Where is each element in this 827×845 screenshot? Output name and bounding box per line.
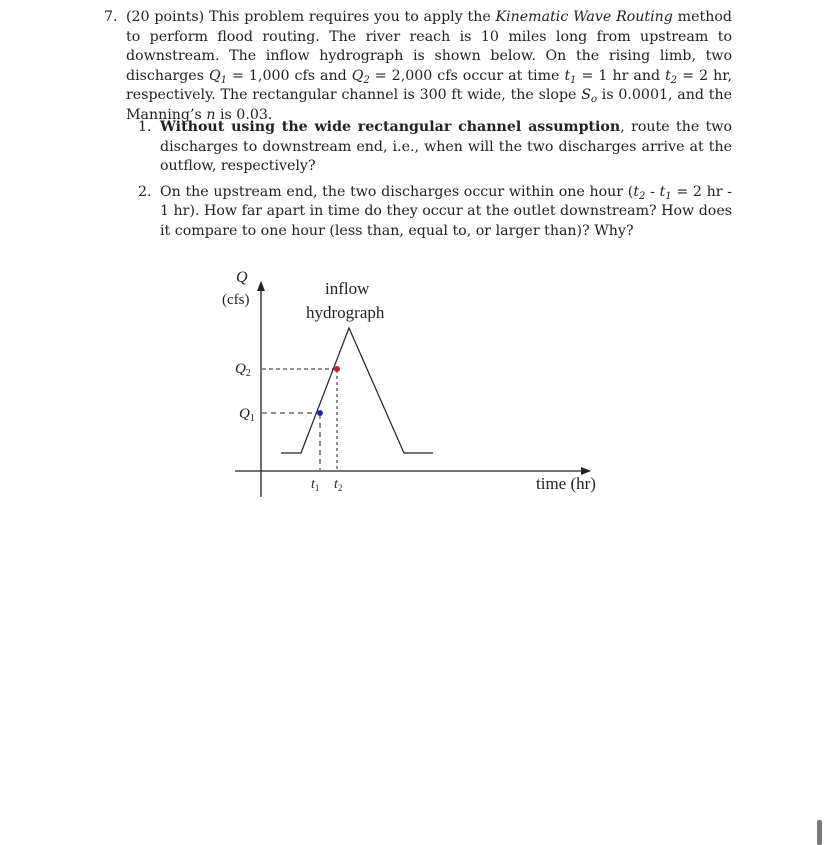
sub-question-1-number: 1. — [138, 119, 152, 135]
problem-points: (20 points) — [126, 9, 205, 25]
problem-text-d: is 0.03. — [215, 106, 273, 123]
problem-text-a: This problem requires you to apply the — [204, 9, 496, 25]
method-name: Kinematic Wave Routing — [495, 9, 673, 25]
y-axis-unit: (cfs) — [222, 292, 250, 308]
manning-n-symbol: n — [206, 106, 216, 123]
problem-number: 7. — [104, 9, 118, 25]
sub-question-2-number: 2. — [138, 183, 152, 200]
problem-text-c: is 0.0001, and the Manning’s — [126, 87, 732, 123]
y-tick-q2: $Q_2$ — [235, 361, 251, 379]
q2-symbol: $Q_2$ — [351, 67, 370, 86]
q2-value: = 2,000 cfs occur at time — [369, 67, 565, 84]
t1-symbol-inline: $t_1$ — [659, 183, 672, 202]
t2-symbol-inline: $t_2$ — [633, 183, 646, 202]
q1-value: = 1,000 cfs and — [227, 67, 352, 84]
t2-symbol: $t_2$ — [665, 67, 678, 86]
t1-value: = 1 hr and — [576, 67, 666, 84]
sub-question-1-text: , route the two discharges to downstream end, i.e., when will the two discharges arrive at the outflow, respectively? — [160, 119, 732, 175]
slope-symbol: $S_o$ — [581, 87, 597, 106]
chart-title-line1: inflow — [325, 279, 370, 298]
y-axis-label: Q — [236, 269, 248, 286]
hydrograph-line — [281, 328, 433, 453]
y-tick-q1: $Q_1$ — [239, 406, 255, 424]
sub-question-2-text-b: = 2 hr - 1 hr). How far apart in time do they occur at the outlet downstream? How does it compare to one hour (less than, equal to, or larger than)? Why? — [160, 183, 733, 239]
t2-value: = 2 hr, respectively. The rectangular channel is 300 ft wide, the slope — [126, 67, 732, 104]
q1-symbol: $Q_1$ — [209, 67, 228, 86]
x-tick-t1: $t_1$ — [311, 477, 320, 493]
problem-text-b: method to perform flood routing. The river reach is 10 miles long from upstream to downstream. The inflow hydrograph is shown below. On the rising limb, two discharges — [126, 9, 732, 84]
chart-title-line2: hydrograph — [306, 303, 385, 322]
t1-symbol: $t_1$ — [564, 67, 577, 86]
scrollbar[interactable] — [817, 820, 822, 845]
q1-point — [317, 410, 323, 416]
q2-point — [334, 366, 340, 372]
sub-question-2: 2. On the upstream end, the two discharges occur within one hour ($t_2 - t_1 = 2$ hr - 1 hr). How far apart in time do they occur at the outlet downstream? How does it compare to one hour (less than, equal to, or larger than)? Why? — [138, 183, 733, 239]
sub-question-2-text-a: On the upstream end, the two discharges occur within one hour ( — [160, 183, 634, 200]
x-axis-label: time (hr) — [536, 474, 596, 493]
x-tick-t2: $t_2$ — [334, 477, 343, 493]
sub-question-1-bold: Without using the wide rectangular channel assumption — [160, 119, 621, 135]
